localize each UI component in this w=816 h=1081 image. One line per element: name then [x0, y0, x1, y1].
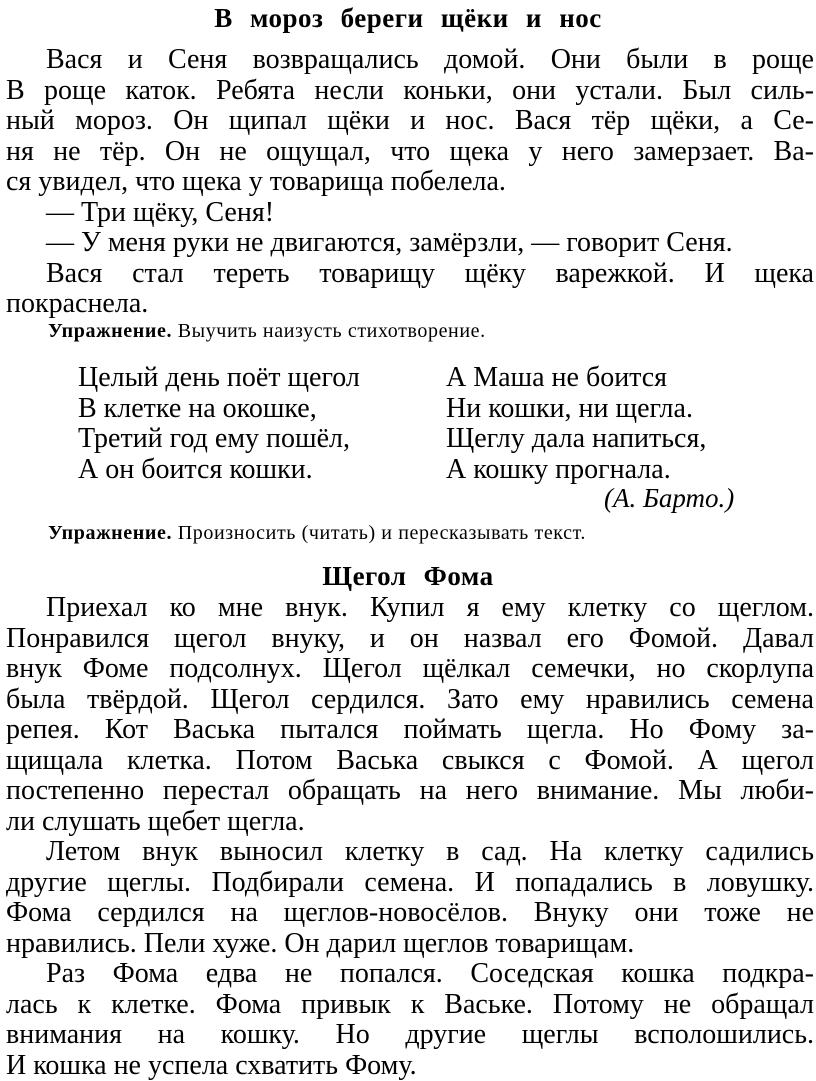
poem-line: В клетке на окошке, [78, 394, 360, 425]
text-line: была твёрдой. Щегол сердился. Зато ему нравились семена [6, 685, 814, 716]
text-line: Вася стал тереть товарищу щёку варежкой. И щека [6, 259, 814, 290]
text-line: И кошка не успела схватить Фому. [6, 1051, 814, 1081]
story-title: Щегол Фома [0, 561, 816, 592]
poem-line: А кошку прогнала. [446, 455, 706, 486]
text-line: ный мороз. Он щипал щёки и нос. Вася тёр щёки, а Се- [6, 106, 814, 137]
text-line: нравились. Пели хуже. Он дарил щеглов товарищам. [6, 929, 814, 960]
text-line: ли слушать щебет щегла. [6, 807, 814, 838]
poem-line: Ни кошки, ни щегла. [446, 394, 706, 425]
text-line: внимания на кошку. Но другие щеглы всполошились. [6, 1020, 814, 1051]
text-line: лась к клетке. Фома привык к Ваське. Потому не обращал [6, 990, 814, 1021]
text-line: В роще каток. Ребята несли коньки, они устали. Был силь- [6, 76, 814, 107]
text-line: Фома сердился на щеглов-новосёлов. Внуку они тоже не [6, 898, 814, 929]
text-line: другие щеглы. Подбирали семена. И попадались в ловушку. [6, 868, 814, 899]
story-title: В мороз береги щёки и нос [0, 3, 816, 34]
exercise-instruction [48, 522, 586, 545]
text-line: Понравился щегол внуку, и он назвал его Фомой. Давал [6, 624, 814, 655]
text-line: внук Фоме подсолнух. Щегол щёлкал семечки, но скорлупа [6, 654, 814, 685]
poem-line: Третий год ему пошёл, [78, 424, 360, 455]
text-line: Летом внук выносил клетку в сад. На клетку садились [6, 837, 814, 868]
text-line: покраснела. [6, 289, 814, 320]
text-line: ся увидел, что щека у товарища побелела. [6, 167, 814, 198]
exercise-label: Упражнение. [48, 320, 172, 342]
poem-left-column [78, 363, 360, 485]
exercise-text: Произносить (читать) и пересказывать текст. [178, 522, 586, 544]
dialogue-line: — У меня руки не двигаются, замёрзли, — говорит Сеня. [6, 228, 814, 259]
story-body [6, 593, 814, 1081]
poem-line: А Маша не боится [446, 363, 706, 394]
text-line: Вася и Сеня возвращались домой. Они были в роще [6, 45, 814, 76]
exercise-text: Выучить наизусть стихотворение. [178, 320, 486, 342]
exercise-instruction [48, 320, 486, 343]
poem-line: А он боится кошки. [78, 455, 360, 486]
text-line: Приехал ко мне внук. Купил я ему клетку со щеглом. [6, 593, 814, 624]
text-line: ня не тёр. Он не ощущал, что щека у него замерзает. Ва- [6, 137, 814, 168]
poem-right-column [446, 363, 706, 485]
poem-line: Щеглу дала напиться, [446, 424, 706, 455]
exercise-label: Упражнение. [48, 522, 172, 544]
story-body [6, 45, 814, 320]
text-line: репея. Кот Васька пытался поймать щегла. Но Фому за- [6, 715, 814, 746]
poem-author: (А. Барто.) [604, 483, 734, 514]
text-line: щищала клетка. Потом Васька свыкся с Фомой. А щегол [6, 746, 814, 777]
poem-line: Целый день поёт щегол [78, 363, 360, 394]
text-line: постепенно перестал обращать на него внимание. Мы люби- [6, 776, 814, 807]
dialogue-line: — Три щёку, Сеня! [6, 198, 814, 229]
text-line: Раз Фома едва не попался. Соседская кошка подкра- [6, 959, 814, 990]
